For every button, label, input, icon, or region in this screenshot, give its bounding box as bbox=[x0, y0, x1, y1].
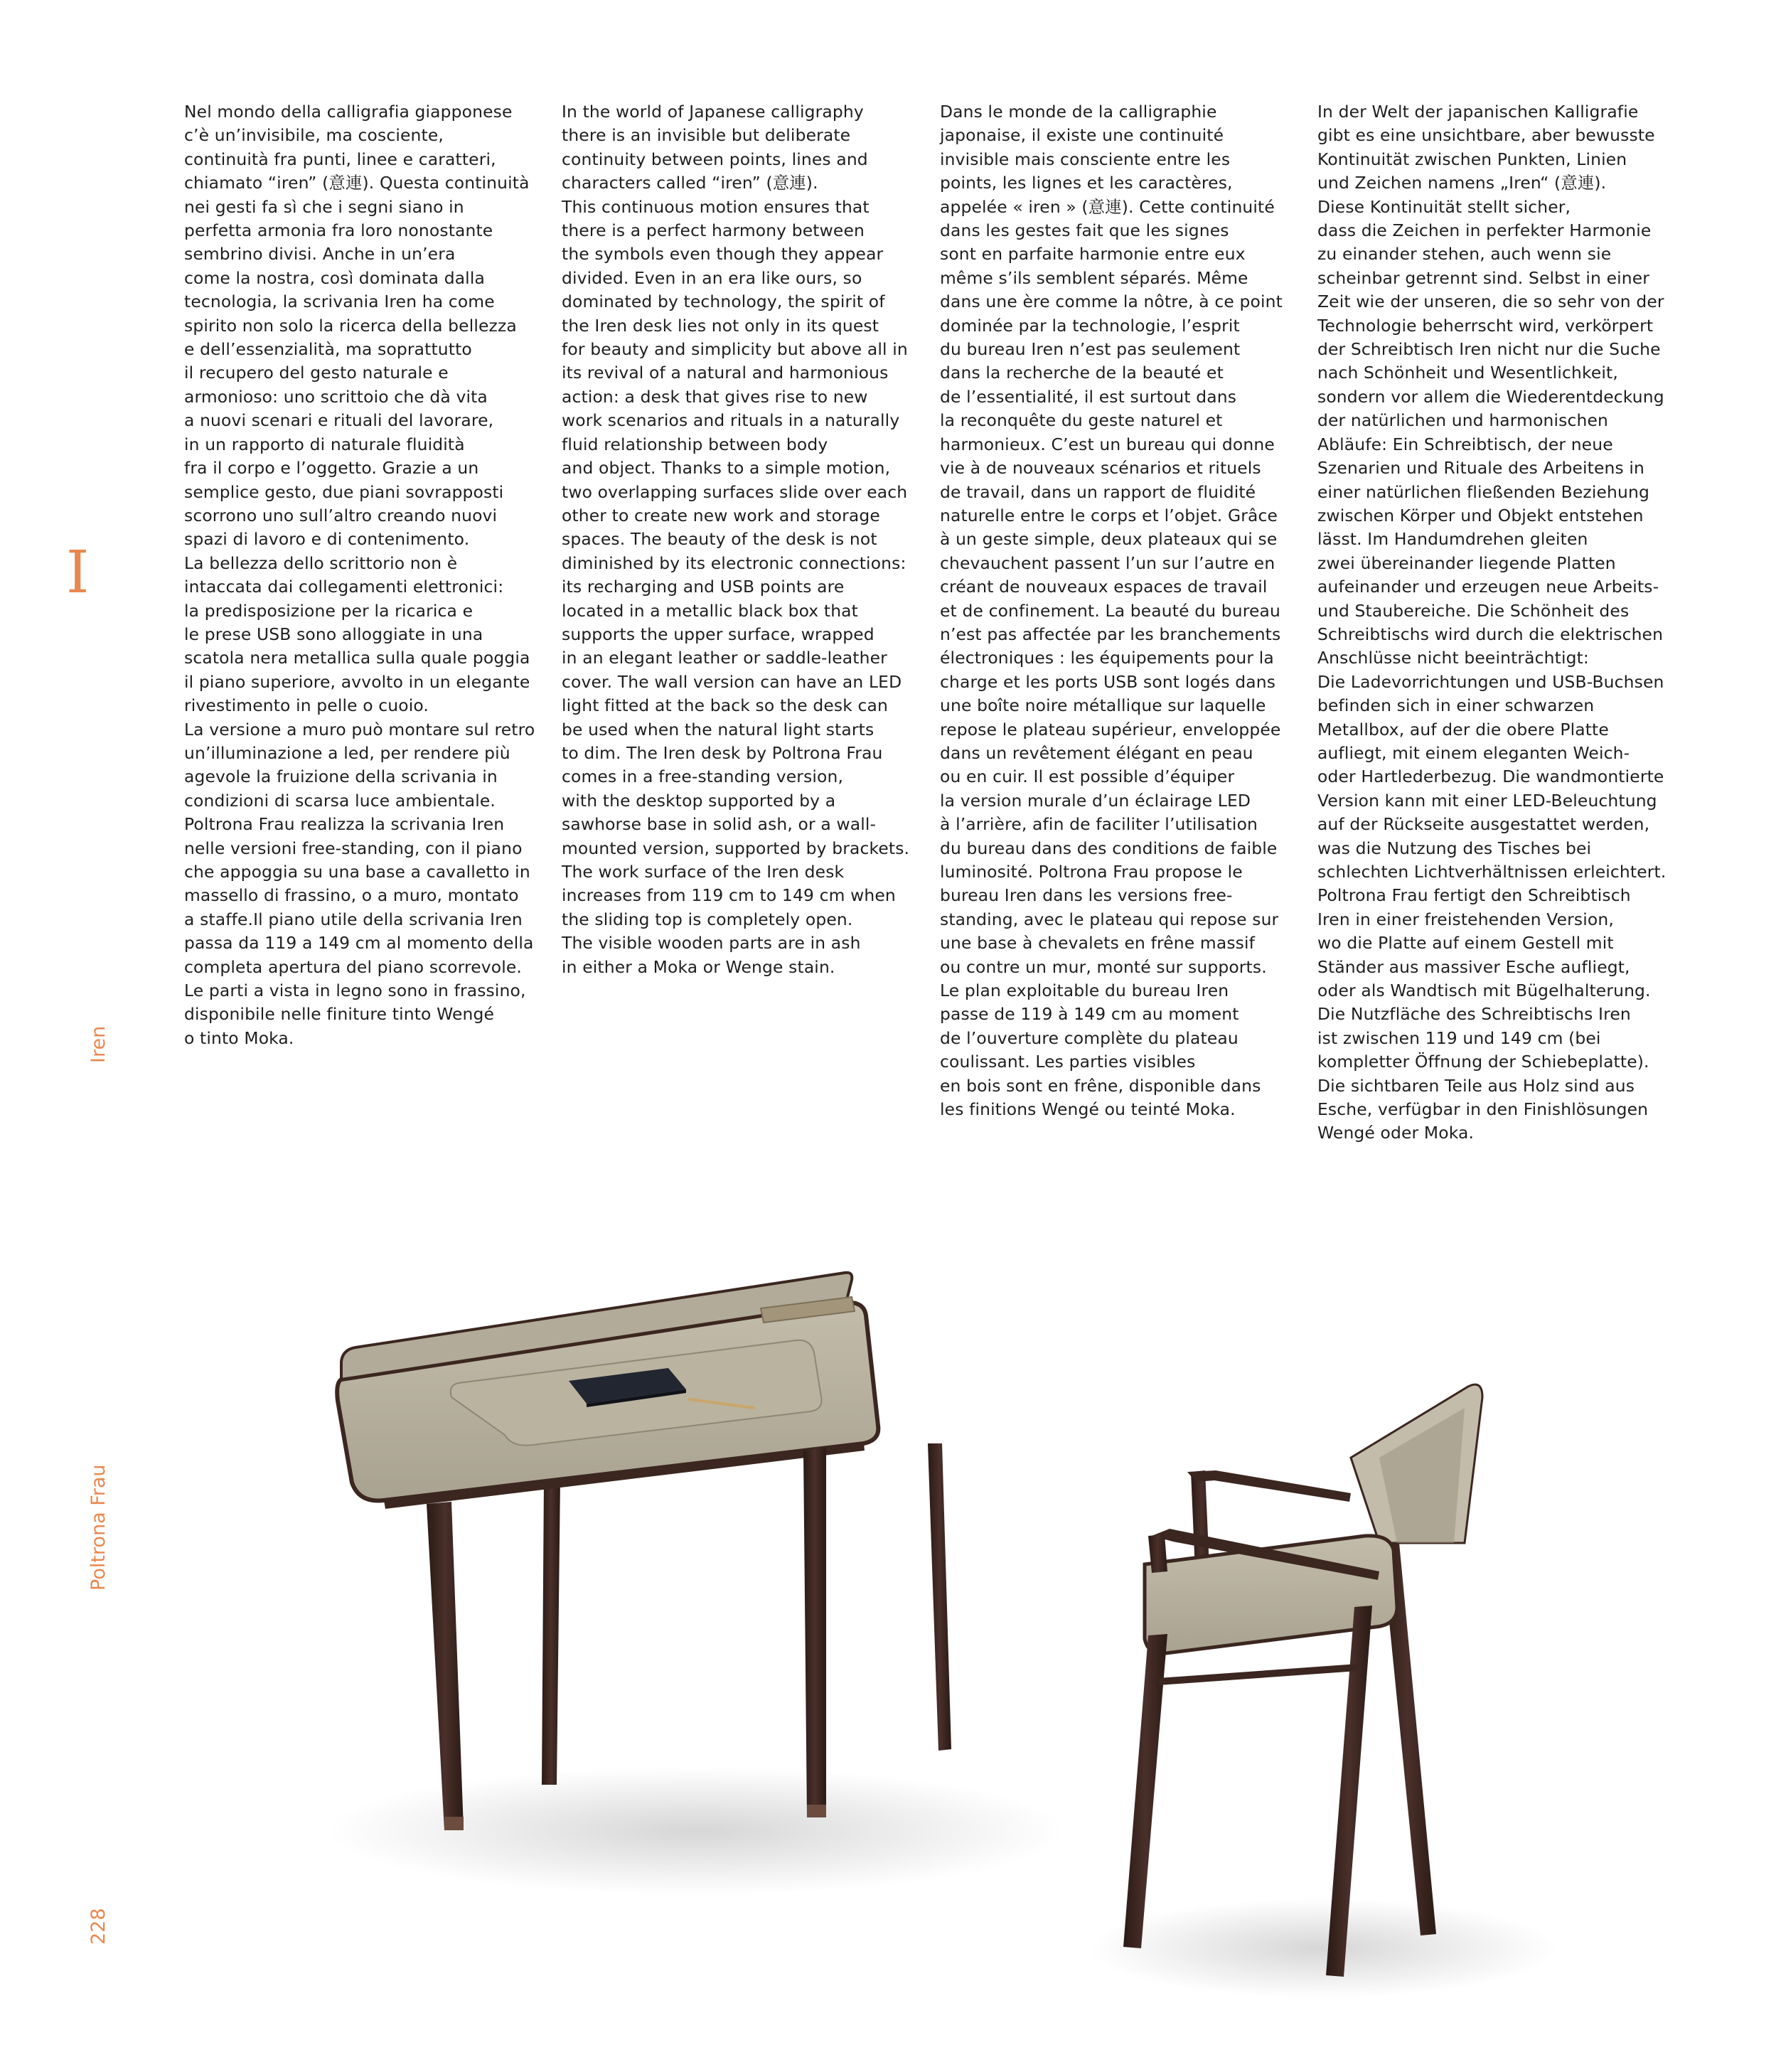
desk-leg-back-right bbox=[928, 1443, 951, 1751]
text-column-german: In der Welt der japanischen Kalligrafie gibt es eine unsichtbare, aber bewusste Kontinuität zwischen Punkten, Linien und Zeichen namens „Iren“ (意連). Diese Kontinuität stellt sicher, dass die Zeichen in perfekter Harmonie zu einander stehen, auch wenn sie scheinbar getrennt sind. Selbst in einer Zeit wie der unseren, die so sehr von der Technologie beherrscht wird, verkörpert der Schreibtisch Iren nicht nur die Suche nach Schönheit und Wesentlichkeit, sondern vor allem die Wiederentdeckung der natürlichen und harmonischen Abläufe: Ein Schreibtisch, der neue Szenarien und Rituale des Arbeitens in einer natürlichen fließenden Beziehung zwischen Körper und Objekt entstehen lässt. Im Handumdrehen gleiten zwei übereinander liegende Platten aufeinander und erzeugen neue Arbeits- und Staubereiche. Die Schönheit des Schreibtischs wird durch die elektrischen Anschlüsse nicht beeinträchtigt: Die Ladevorrichtungen und USB-Buchsen befinden sich in einer schwarzen Metallbox, auf der die obere Platte aufliegt, mit einem eleganten Weich- oder Hartlederbezug. Die wandmontierte Version kann mit einer LED-Beleuchtung auf der Rückseite ausgestattet werden, was die Nutzung des Tisches bei schlechten Lichtverhältnissen erleichtert. Poltrona Frau fertigt den Schreibtisch Iren in einer freistehenden Version, wo die Platte auf einem Gestell mit Ständer aus massiver Esche aufliegt, oder als Wandtisch mit Bügelhalterung. Die Nutzfläche des Schreibtischs Iren ist zwischen 119 und 149 cm (bei kompletter Öffnung der Schiebeplatte). Die sichtbaren Teile aus Holz sind aus Esche, verfügbar in den Finishlösungen Wengé oder Moka. bbox=[1317, 102, 1667, 1143]
chair-arm-left bbox=[1187, 1470, 1351, 1502]
text-column-english: In the world of Japanese calligraphy there is an invisible but deliberate continuity between points, lines and characters called “iren” (意連). This continuous motion ensures that there is a perfect harmony between the symbols even though they appear divided. Even in an era like ours, so dominated by technology, the spirit of the Iren desk lies not only in its quest for beauty and simplicity but above all in its revival of a natural and harmonious action: a desk that gives rise to new work scenarios and rituals in a naturally fluid relationship between body and object. Thanks to a simple motion, two overlapping surfaces slide over each other to create new work and storage spaces. The beauty of the desk is not diminished by its electronic connections: its recharging and USB points are located in a metallic black box that supports the upper surface, wrapped in an elegant leather or saddle-leather cover. The wall version can have an LED light fitted at the back so the desk can be used when the natural light starts to dim. The Iren desk by Poltrona Frau comes in a free-standing version, with the desktop supported by a sawhorse base in solid ash, or a wall- mounted version, supported by brackets. The work surface of the Iren desk increases from 119 cm to 149 cm when the sliding top is completely open. The visible wooden parts are in ash in either a Moka or Wenge stain. bbox=[562, 102, 910, 977]
chair-shadow bbox=[1088, 1899, 1557, 1998]
section-letter: I bbox=[66, 539, 90, 607]
text-column-french: Dans le monde de la calligraphie japonaise, il existe une continuité invisible mais consciente entre les points, les lignes et les caractères, appelée « iren » (意連). Cette continuité dans les gestes fait que les signes sont en parfaite harmonie entre eux même s’ils semblent séparés. Même dans une ère comme la nôtre, à ce point dominée par la technologie, l’esprit du bureau Iren n’est pas seulement dans la recherche de la beauté et de l’essentialité, il est surtout dans la reconquête du geste naturel et harmonieux. C’est un bureau qui donne vie à de nouveaux scénarios et rituels de travail, dans un rapport de fluidité naturelle entre le corps et l’objet. Grâce à un geste simple, deux plateaux qui se chevauchent passent l’un sur l’autre en créant de nouveaux espaces de travail et de confinement. La beauté du bureau n’est pas affectée par les branchements électroniques : les équipements pour la charge et les ports USB sont logés dans une boîte noire métallique sur laquelle repose le plateau supérieur, enveloppée dans un revêtement élégant en peau ou en cuir. Il est possible d’équiper la version murale d’un éclairage LED à l’arrière, afin de faciliter l’utilisation du bureau dans des conditions de faible luminosité. Poltrona Frau propose le bureau Iren dans les versions free- standing, avec le plateau qui repose sur une base à chevalets en frêne massif ou contre un mur, monté sur supports. Le plan exploitable du bureau Iren passe de 119 à 149 cm au moment de l’ouverture complète du plateau coulissant. Les parties visibles en bois sont en frêne, disponible dans les finitions Wengé ou teinté Moka. bbox=[940, 102, 1283, 1120]
desk-leg-front-right bbox=[803, 1448, 826, 1817]
product-photo bbox=[299, 1237, 1664, 2005]
desk-shadow bbox=[327, 1767, 1066, 1895]
desk-leg-back-left bbox=[542, 1479, 560, 1785]
armchair-illustration bbox=[1123, 1384, 1482, 1977]
product-name-vertical: Iren bbox=[87, 1025, 109, 1063]
text-column-italian: Nel mondo della calligrafia giapponese c’è un’invisibile, ma cosciente, continuità fra punti, linee e caratteri, chiamato “iren” (意連). Questa continuità nei gesti fa sì che i segni siano in perfetta armonia fra loro nonostante sembrino divisi. Anche in un’era come la nostra, così dominata dalla tecnologia, la scrivania Iren ha come spirito non solo la ricerca della bellezza e dell’essenzialità, ma soprattutto il recupero del gesto naturale e armonioso: uno scrittoio che dà vita a nuovi scenari e rituali del lavorare, in un rapporto di naturale fluidità fra il corpo e l’oggetto. Grazie a un semplice gesto, due piani sovrapposti scorrono uno sull’altro creando nuovi spazi di lavoro e di contenimento. La bellezza dello scrittorio non è intaccata dai collegamenti elettronici: la predisposizione per la ricarica e le prese USB sono alloggiate in una scatola nera metallica sulla quale poggia il piano superiore, avvolto in un elegante rivestimento in pelle o cuoio. La versione a muro può montare sul retro un’illuminazione a led, per rendere più agevole la fruizione della scrivania in condizioni di scarsa luce ambientale. Poltrona Frau realizza la scrivania Iren nelle versioni free-standing, con il piano che appoggia su una base a cavalletto in massello di frassino, o a muro, montato a staffe.Il piano utile della scrivania Iren passa da 119 a 149 cm al momento della completa apertura del piano scorrevole. Le parti a vista in legno sono in frassino, disponibile nelle finiture tinto Wengé o tinto Moka. bbox=[184, 102, 535, 1048]
desk-illustration bbox=[337, 1273, 951, 1830]
brand-name-vertical: Poltrona Frau bbox=[87, 1464, 109, 1591]
page-number: 228 bbox=[87, 1908, 109, 1945]
desk-leg-front-left bbox=[427, 1502, 464, 1830]
